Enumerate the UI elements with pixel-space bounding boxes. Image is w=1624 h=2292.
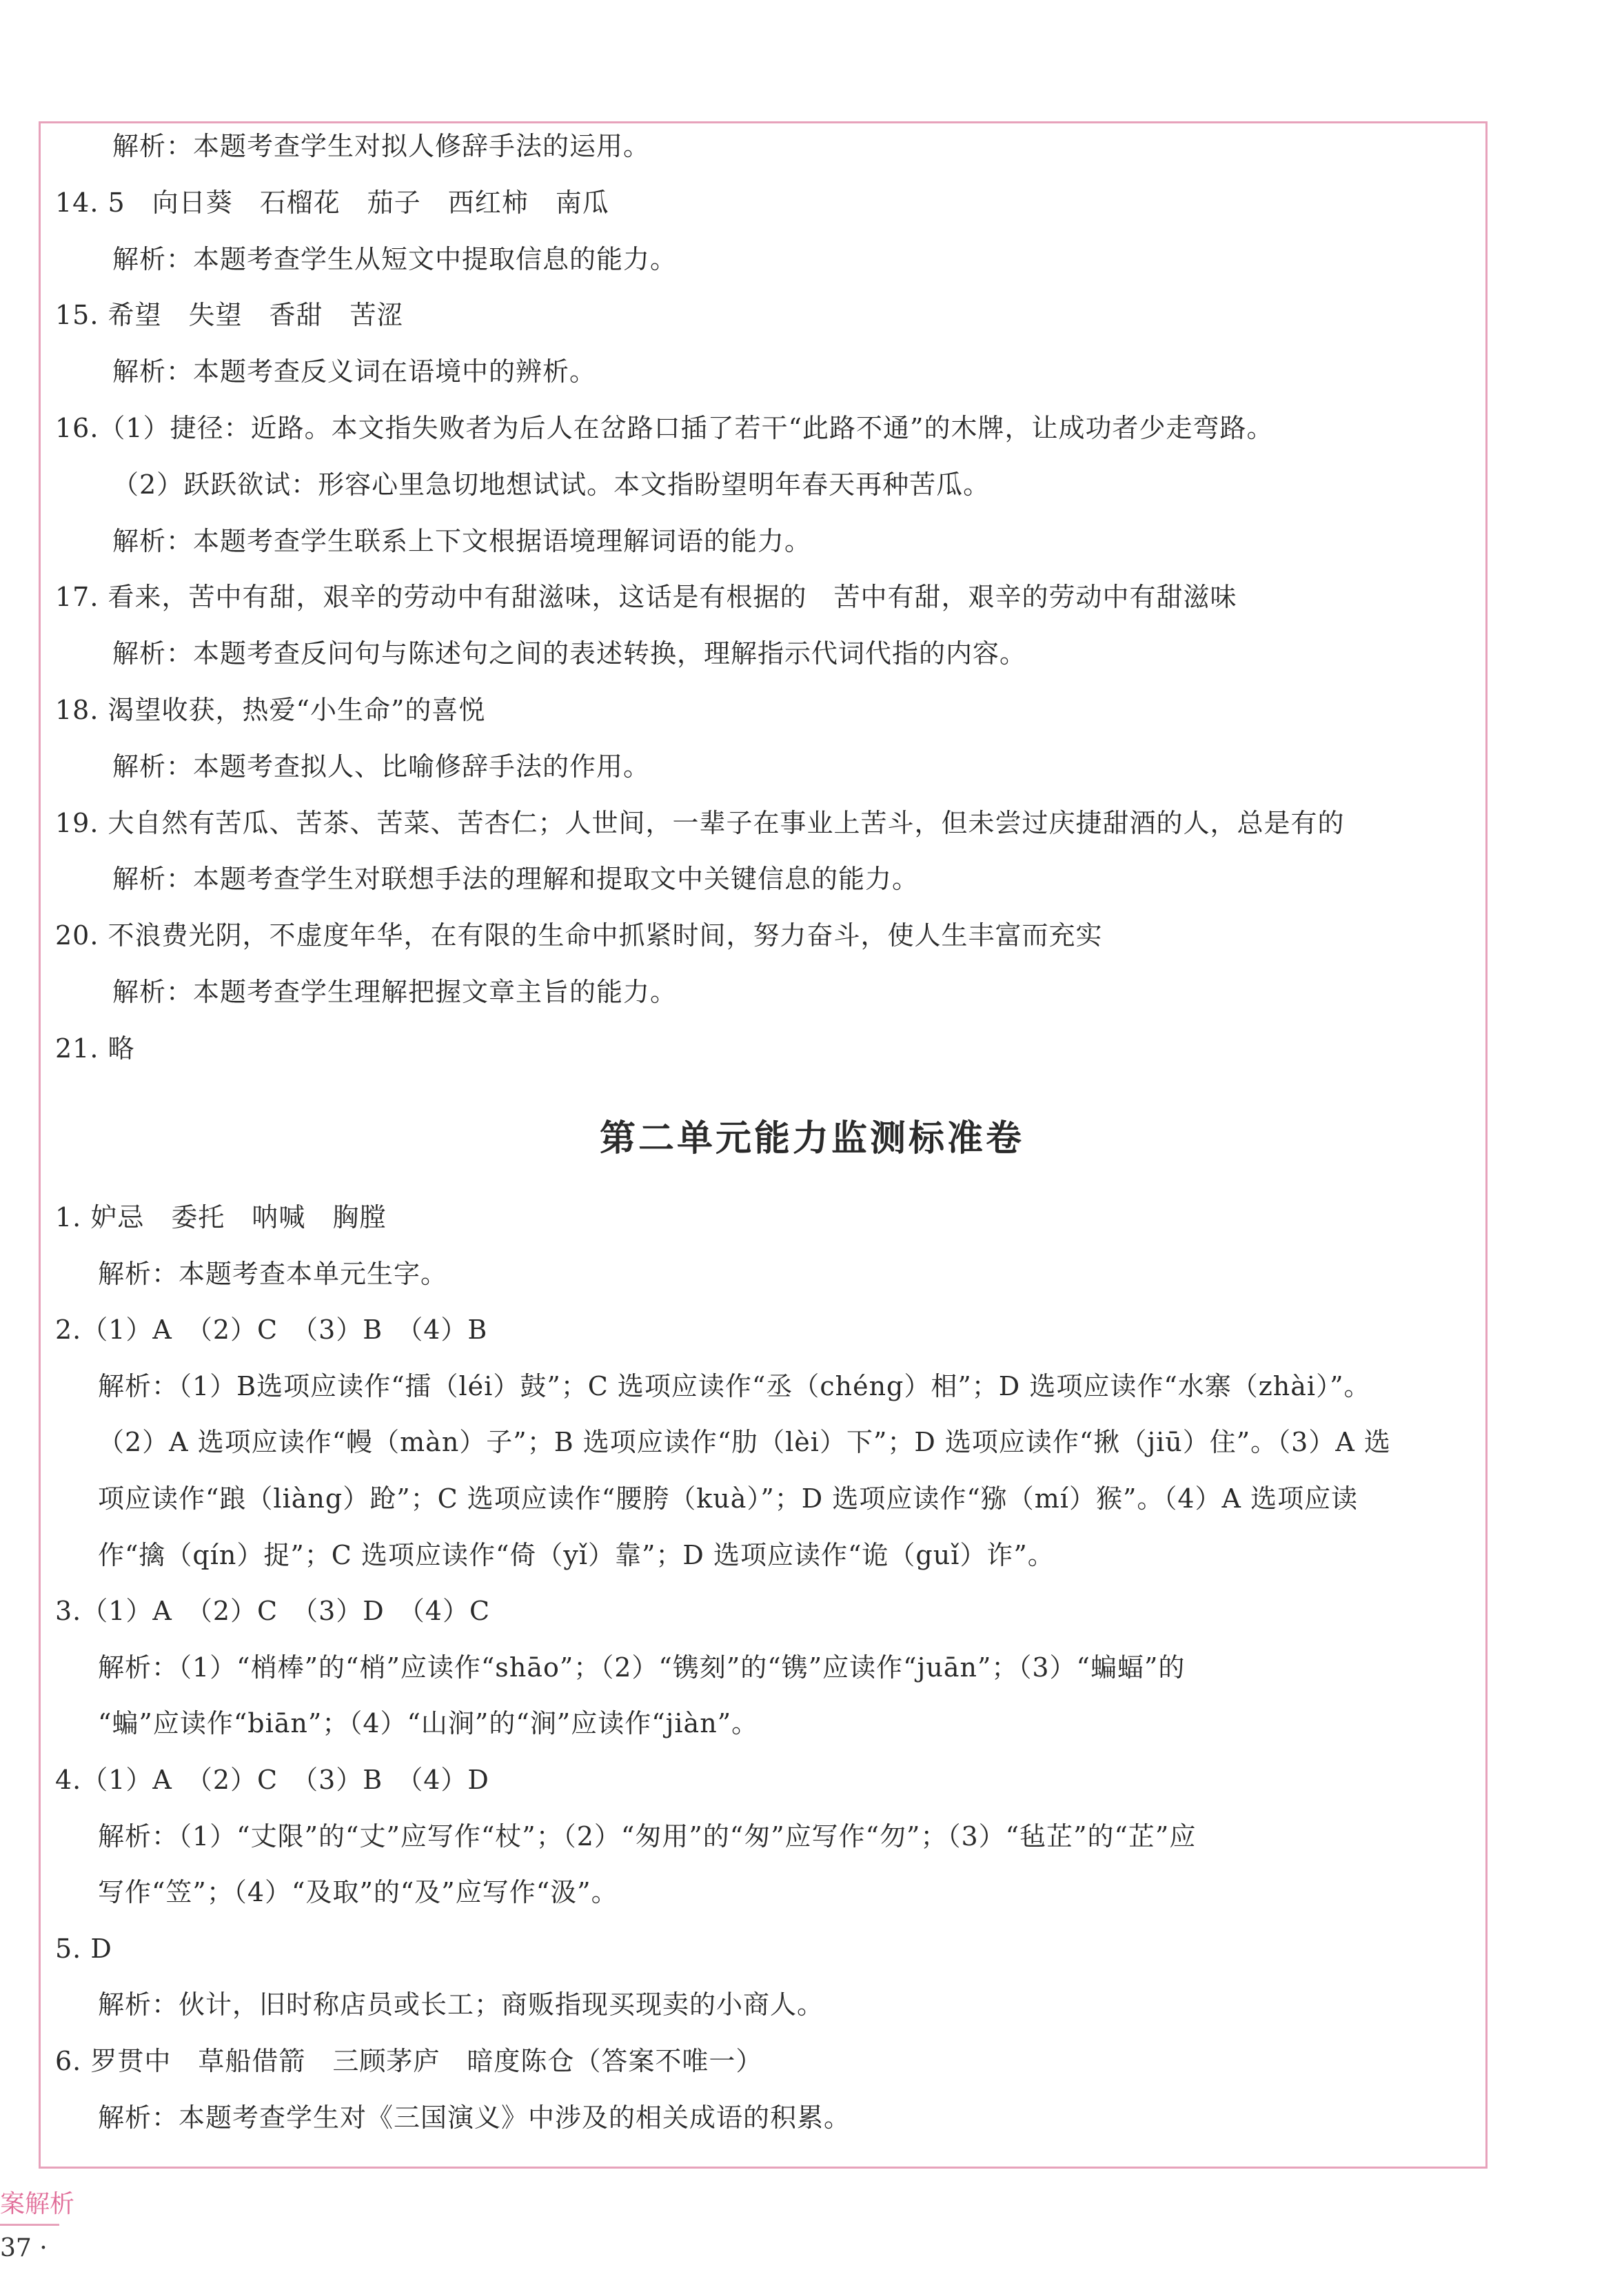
answer-item: 21. 略 xyxy=(55,1033,135,1064)
answer-item: 4.（1）A （2）C （3）B （4）D xyxy=(55,1765,489,1795)
answer-item: 3.（1）A （2）C （3）D （4）C xyxy=(55,1596,491,1627)
answer-item: 20. 不浪费光阴，不虚度年华，在有限的生命中抓紧时间，努力奋斗，使人生丰富而充实 xyxy=(55,920,1103,951)
answer-note: 解析：（1）“丈限”的“丈”应写作“杖”；（2）“匆用”的“匆”应写作“勿”；（3）“毡芷”的“芷”应 xyxy=(98,1821,1197,1852)
answer-item: 19. 大自然有苦瓜、苦茶、苦菜、苦杏仁；人世间，一辈子在事业上苦斗，但未尝过庆捷甜酒的人，总是有的 xyxy=(55,807,1345,838)
answer-note: 解析：本题考查学生联系上下文根据语境理解词语的能力。 xyxy=(112,525,812,556)
section-title: 第二单元能力监测标准卷 xyxy=(599,1117,1024,1159)
answer-item: 14. 5 向日葵 石榴花 茄子 西红柿 南瓜 xyxy=(55,187,609,218)
answer-note: 解析：本题考查学生对《三国演义》中涉及的相关成语的积累。 xyxy=(98,2102,851,2133)
answer-item: 17. 看来，苦中有甜，艰辛的劳动中有甜滋味，这话是有根据的 苦中有甜，艰辛的劳动中有甜滋味 xyxy=(55,582,1237,613)
answer-item: 15. 希望 失望 香甜 苦涩 xyxy=(55,300,404,331)
answer-item: 18. 渴望收获，热爱“小生命”的喜悦 xyxy=(55,695,486,725)
answer-note: 解析：本题考查学生理解把握文章主旨的能力。 xyxy=(112,977,678,1007)
answer-note: “蝙”应读作“biān”；（4）“山涧”的“涧”应读作“jiàn”。 xyxy=(98,1708,759,1739)
answer-note: 解析：伙计，旧时称店员或长工；商贩指现买现卖的小商人。 xyxy=(98,1989,824,2020)
answer-note: 项应读作“踉（liàng）跄”；C 选项应读作“腰胯（kuà）”；D 选项应读作“猕（mí）猴”。（4）A 选项应读 xyxy=(98,1483,1359,1514)
answer-note: 解析：本题考查学生从短文中提取信息的能力。 xyxy=(112,243,678,274)
answer-note: 作“擒（qín）捉”；C 选项应读作“倚（yǐ）靠”；D 选项应读作“诡（guǐ）诈”。 xyxy=(98,1539,1055,1570)
answer-note: 解析：本题考查反义词在语境中的辨析。 xyxy=(112,356,597,387)
answer-item: 6. 罗贯中 草船借箭 三顾茅庐 暗度陈仓（答案不唯一） xyxy=(55,2046,763,2076)
footer-label: 案解析 xyxy=(0,2190,75,2218)
answer-item: 16.（1）捷径：近路。本文指失败者为后人在岔路口插了若干“此路不通”的木牌，让成功者少走弯路。 xyxy=(55,413,1274,443)
answer-note: （2）A 选项应读作“幔（màn）子”；B 选项应读作“肋（lèi）下”；D 选项应读作“揪（jiū）住”。（3）A 选 xyxy=(98,1427,1391,1458)
answer-note: 解析：（1）“梢棒”的“梢”应读作“shāo”；（2）“镌刻”的“镌”应读作“juān”；（3）“蝙蝠”的 xyxy=(98,1652,1186,1683)
answer-item: 5. D xyxy=(55,1933,112,1964)
answer-note: （2）跃跃欲试：形容心里急切地想试试。本文指盼望明年春天再种苦瓜。 xyxy=(112,469,991,500)
answer-item: 1. 妒忌 委托 呐喊 胸膛 xyxy=(55,1202,387,1233)
answer-note: 写作“笠”；（4）“及取”的“及”应写作“汲”。 xyxy=(98,1877,618,1908)
answer-note: 解析：本题考查学生对拟人修辞手法的运用。 xyxy=(112,131,651,161)
answer-note: 解析：本题考查学生对联想手法的理解和提取文中关键信息的能力。 xyxy=(112,864,920,895)
footer-rule xyxy=(0,2224,59,2226)
answer-note: 解析：本题考查本单元生字。 xyxy=(98,1258,448,1289)
page-number: 37 · xyxy=(0,2234,48,2262)
answer-note: 解析：本题考查拟人、比喻修辞手法的作用。 xyxy=(112,751,651,782)
answer-note: 解析：本题考查反问句与陈述句之间的表述转换，理解指示代词代指的内容。 xyxy=(112,638,1027,669)
answer-item: 2.（1）A （2）C （3）B （4）B xyxy=(55,1315,488,1346)
answer-note: 解析：（1）B选项应读作“擂（léi）鼓”；C 选项应读作“丞（chéng）相”；D 选项应读作“水寨（zhài）”。 xyxy=(98,1370,1371,1401)
